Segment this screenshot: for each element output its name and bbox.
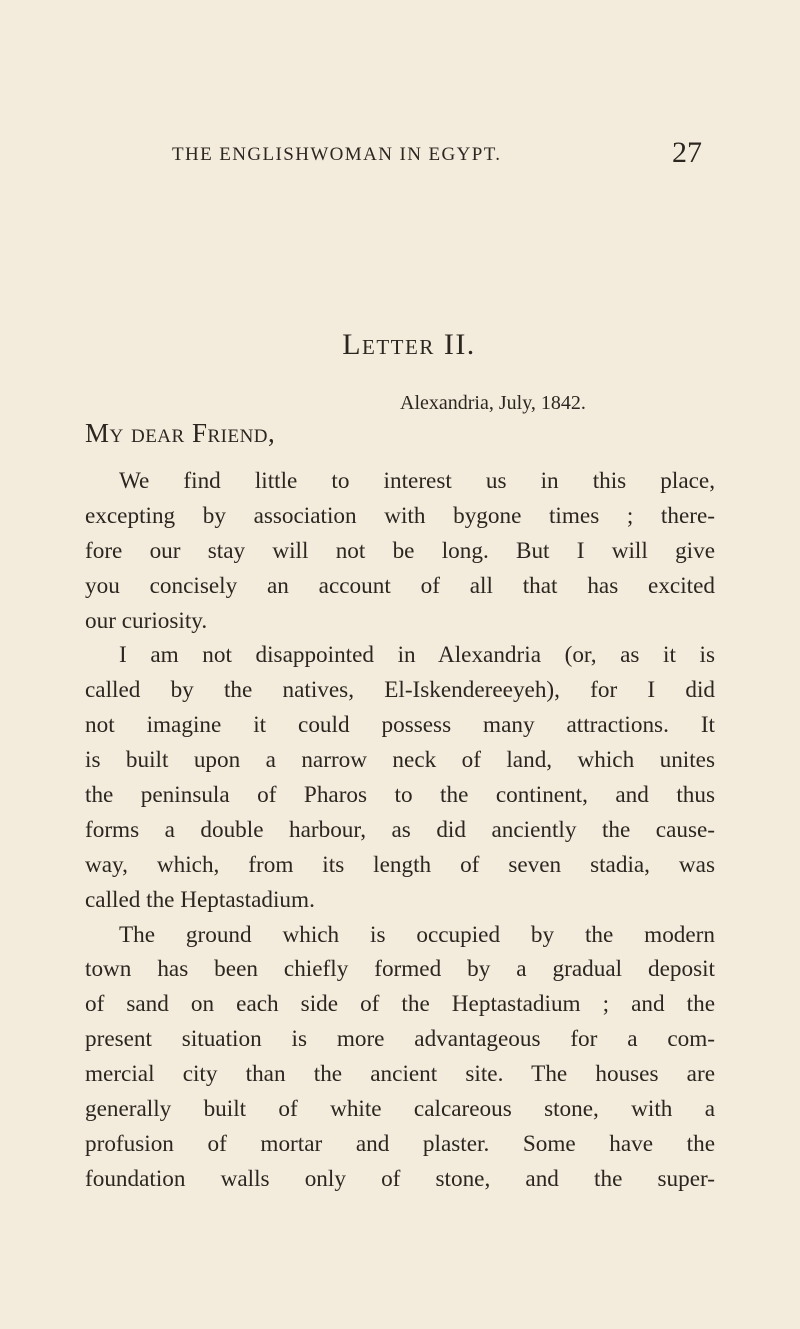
body-line: you concisely an account of all that has excited [85,572,715,599]
body-line: fore our stay will not be long. But I will give [85,537,715,564]
body-line: We find little to interest us in this place, [119,468,715,494]
running-title: THE ENGLISHWOMAN IN EGYPT. [172,144,502,165]
body-line: town has been chiefly formed by a gradual deposit [85,956,715,983]
salutation: My dear Friend, [85,418,276,448]
body-line: forms a double harbour, as did anciently the cause- [85,816,715,843]
page-number: 27 [672,136,702,169]
dateline: Alexandria, July, 1842. [400,392,586,414]
body-line: not imagine it could possess many attractions. It [85,712,715,739]
body-line: generally built of white calcareous stone, with a [85,1096,715,1123]
body-line: called the Heptastadium. [85,886,315,913]
body-line: way, which, from its length of seven stadia, was [85,851,715,878]
letter-heading: Letter II. [342,328,476,361]
body-line: foundation walls only of stone, and the super- [85,1165,715,1192]
body-line: I am not disappointed in Alexandria (or, as it is [119,642,715,669]
body-line: The ground which is occupied by the modern [119,921,715,948]
body-line: called by the natives, El-Iskendereeyeh), for I did [85,677,715,704]
body-line: profusion of mortar and plaster. Some have the [85,1130,715,1157]
body-line: the peninsula of Pharos to the continent, and thus [85,782,715,809]
body-line: present situation is more advantageous for a com- [85,1026,715,1053]
body-line: is built upon a narrow neck of land, which unites [85,747,715,774]
body-line: mercial city than the ancient site. The houses are [85,1061,715,1088]
body-line: excepting by association with bygone times ; there- [85,502,715,529]
body-line: our curiosity. [85,607,208,634]
body-line: of sand on each side of the Heptastadium ; and the [85,991,715,1018]
running-head [172,138,702,178]
letter-body [85,464,715,1197]
